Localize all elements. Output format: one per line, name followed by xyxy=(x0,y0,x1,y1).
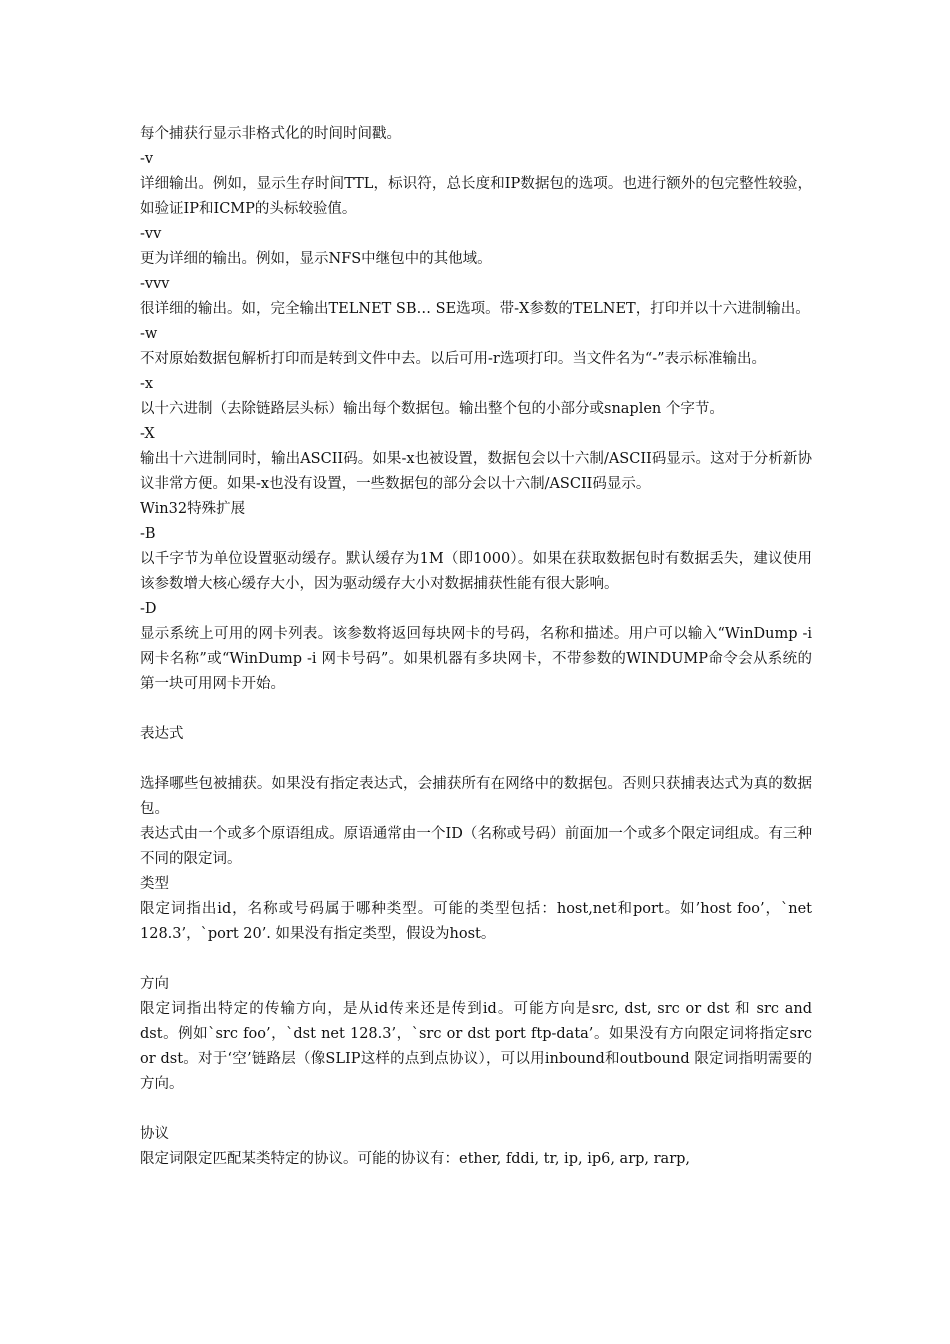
paragraph: 表达式由一个或多个原语组成。原语通常由一个ID（名称或号码）前面加一个或多个限定词组成。有三种不同的限定词。 xyxy=(140,826,812,867)
option-heading-B: -B xyxy=(140,526,156,542)
option-heading-X: -X xyxy=(140,426,155,442)
paragraph: 以十六进制（去除链路层头标）输出每个数据包。输出整个包的小部分或snaplen 个字节。 xyxy=(140,401,724,417)
option-heading-x: -x xyxy=(140,376,154,392)
blank-line xyxy=(140,1097,812,1122)
paragraph: 限定词指出id，名称或号码属于哪种类型。可能的类型包括：host,net和port。如’host foo’，`net 128.3’，`port 20’. 如果没有指定类型，假设为host。 xyxy=(140,901,812,942)
option-heading-vvv: -vvv xyxy=(140,276,170,292)
option-heading-w: -w xyxy=(140,326,158,342)
paragraph: 更为详细的输出。例如，显示NFS中继包中的其他域。 xyxy=(140,251,492,267)
paragraph: 每个捕获行显示非格式化的时间时间戳。 xyxy=(140,126,401,142)
option-heading-D: -D xyxy=(140,601,157,617)
paragraph: 很详细的输出。如，完全输出TELNET SB… SE选项。带-X参数的TELNET，打印并以十六进制输出。 xyxy=(140,301,810,317)
paragraph: 详细输出。例如，显示生存时间TTL，标识符，总长度和IP数据包的选项。也进行额外的包完整性较验，如验证IP和ICMP的头标较验值。 xyxy=(140,176,812,217)
blank-line xyxy=(140,747,812,772)
option-heading-v: -v xyxy=(140,151,154,167)
paragraph: 限定词限定匹配某类特定的协议。可能的协议有：ether, fddi, tr, ip, ip6, arp, rarp, xyxy=(140,1151,691,1167)
subheading-type: 类型 xyxy=(140,876,169,892)
paragraph: 显示系统上可用的网卡列表。该参数将返回每块网卡的号码，名称和描述。用户可以输入“WinDump -i 网卡名称”或“WinDump -i 网卡号码”。如果机器有多块网卡，不带参数的WINDUMP命令会从系统的第一块可用网卡开始。 xyxy=(140,626,812,692)
paragraph: 限定词指出特定的传输方向，是从id传来还是传到id。可能方向是src, dst, src or dst 和 src and dst。例如`src foo’，`dst net 128.3’，`src or dst port ftp-data’。如果没有方向限定词将指定src or dst。对于‘空’链路层（像SLIP这样的点到点协议），可以用inbound和outbound 限定词指明需要的方向。 xyxy=(140,1001,812,1092)
section-heading-win32: Win32特殊扩展 xyxy=(140,501,246,517)
blank-line xyxy=(140,697,812,722)
blank-line xyxy=(140,947,812,972)
paragraph: 输出十六进制同时，输出ASCII码。如果-x也被设置，数据包会以十六制/ASCII码显示。这对于分析新协议非常方便。如果-x也没有设置，一些数据包的部分会以十六制/ASCII码显示。 xyxy=(140,451,812,492)
subheading-protocol: 协议 xyxy=(140,1126,169,1142)
paragraph: 以千字节为单位设置驱动缓存。默认缓存为1M（即1000）。如果在获取数据包时有数据丢失，建议使用该参数增大核心缓存大小，因为驱动缓存大小对数据捕获性能有很大影响。 xyxy=(140,551,812,592)
paragraph: 不对原始数据包解析打印而是转到文件中去。以后可用-r选项打印。当文件名为“-”表示标准输出。 xyxy=(140,351,767,367)
option-heading-vv: -vv xyxy=(140,226,162,242)
section-heading-expression: 表达式 xyxy=(140,726,184,742)
subheading-direction: 方向 xyxy=(140,976,169,992)
document-page xyxy=(140,122,812,1172)
paragraph: 选择哪些包被捕获。如果没有指定表达式，会捕获所有在网络中的数据包。否则只获捕表达式为真的数据包。 xyxy=(140,776,812,817)
